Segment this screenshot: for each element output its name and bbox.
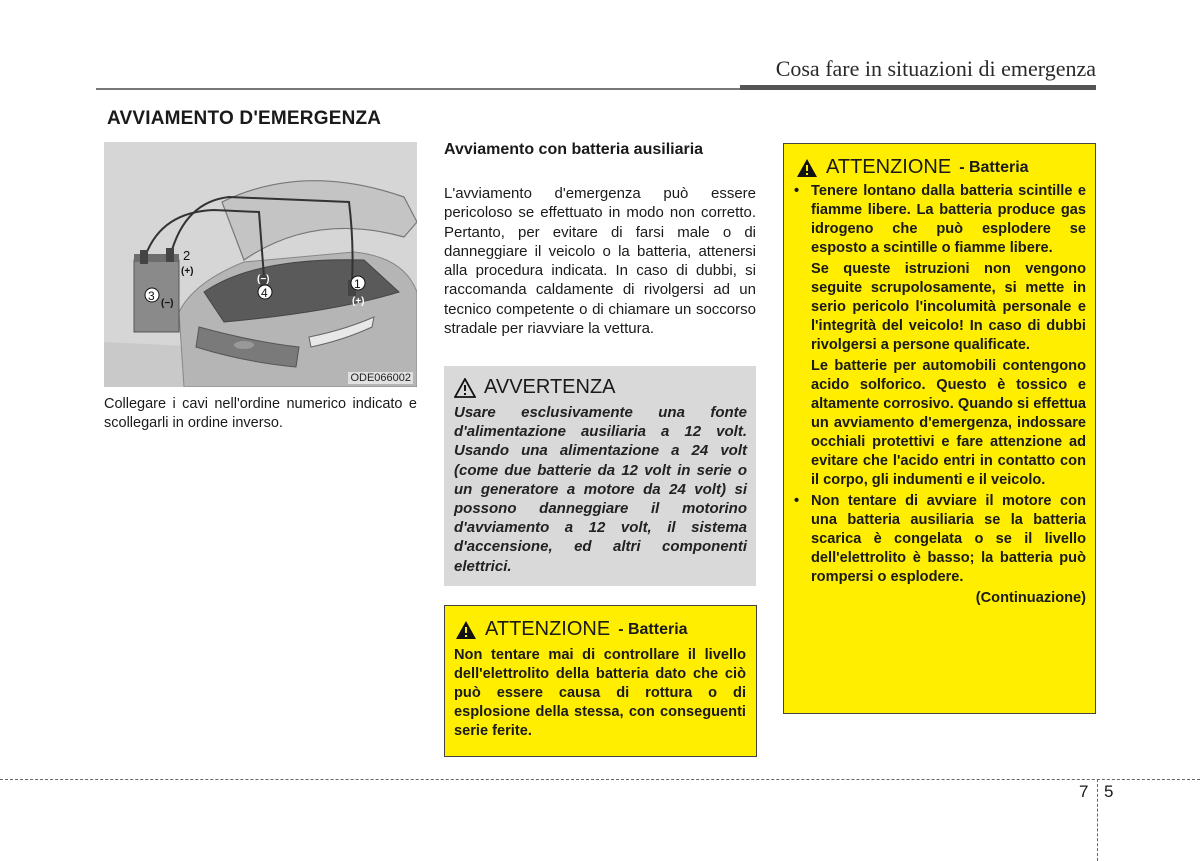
caution-heading <box>455 618 688 641</box>
footer-page-divider <box>1097 779 1098 861</box>
caution-subtitle: - Batteria <box>618 620 688 638</box>
label-minus-car: (−) <box>257 274 270 285</box>
footer-divider <box>0 779 1200 780</box>
caution-heading <box>796 156 1029 179</box>
warning-box <box>444 366 756 586</box>
figure-code: ODE066002 <box>350 372 411 384</box>
caution-title: ATTENZIONE <box>826 156 952 178</box>
caution-title: ATTENZIONE <box>485 618 611 640</box>
label-plus-car: (+) <box>352 296 365 307</box>
list-item <box>793 182 1086 258</box>
page-number: 5 <box>1104 782 1114 801</box>
caution-triangle-icon <box>796 158 818 178</box>
bullet-icon: • <box>794 183 800 199</box>
bullet-paragraph: Se queste istruzioni non vengono seguite scrupolosamente, si mette in serio pericolo l'incolumità personale e l'integrità del veicolo! In caso di dubbi rivolgersi a persone qualificate. <box>811 261 1086 353</box>
body-paragraph: L'avviamento d'emergenza può essere pericoloso se effettuato in modo non corretto. Pertanto, per evitare di farsi male o di danneggiare il veicolo o la batteria, attenersi alla procedura indicata. In caso di dubbi, si raccomanda caldamente di rivolgersi ad un tecnico competente o di chiamare un soccorso stradale per riavviare la vettura. <box>444 185 756 338</box>
caution-subtitle: - Batteria <box>959 158 1029 176</box>
caution-triangle-icon <box>455 620 477 640</box>
caution-box-battery <box>783 143 1096 714</box>
warning-heading <box>454 376 616 399</box>
bullet-text: Tenere lontano dalla batteria scintille e fiamme libere. La batteria produce gas idrogeno che può esplodere se esposto a scintille o fiamme libere. <box>811 183 1086 256</box>
chapter-number: 7 <box>1079 782 1089 801</box>
bullet-text: Non tentare di avviare il motore con una batteria ausiliaria se la batteria scarica è congelata o se il livello dell'elettrolito è basso; la batteria può rompersi o esplodere. <box>811 493 1086 585</box>
caution-text: Non tentare mai di controllare il livello dell'elettrolito della batteria dato che ciò può essere causa di rottura o di esplosione della stessa, con conseguenti serie ferite. <box>454 647 746 739</box>
label-plus-aux: (+) <box>181 266 194 277</box>
car-battery-diagram <box>104 142 417 387</box>
header-rule-accent <box>740 85 1096 90</box>
label-1: 1 <box>354 277 361 291</box>
jump-start-illustration <box>104 142 417 387</box>
bullet-paragraph: Le batterie per automobili contengono acido solforico. Questo è tossico e altamente corrosivo. Quando si effettua un avviamento d'emergenza, indossare occhiali protettivi e fare attenzione ad evitare che l'acido entri in contatto con il corpo, gli indumenti e il veicolo. <box>811 358 1086 488</box>
bullet-icon: • <box>794 493 800 509</box>
label-minus-aux: (−) <box>161 298 174 309</box>
figure-caption: Collegare i cavi nell'ordine numerico indicato e scollegarli in ordine inverso. <box>104 396 417 431</box>
caution-box-electrolyte <box>444 605 757 757</box>
warning-triangle-icon <box>454 378 476 398</box>
list-item <box>793 492 1086 587</box>
warning-title: AVVERTENZA <box>484 376 616 398</box>
caution-list <box>793 182 1086 608</box>
subsection-title: Avviamento con batteria ausiliaria <box>444 141 704 158</box>
chapter-title: Cosa fare in situazioni di emergenza <box>775 56 1096 81</box>
warning-text: Usare esclusivamente una fonte d'alimentazione ausiliaria a 12 volt. Usando una alimentazione a 24 volt (come due batterie da 12 volt in serie o un generatore a motore da 24 volt) si possono danneggiare il motorino d'avviamento a 12 volt, il sistema d'accensione, ed altri componenti elettrici. <box>454 404 747 575</box>
label-4: 4 <box>261 286 268 300</box>
continued-label: (Continuazione) <box>975 590 1086 606</box>
label-3: 3 <box>148 289 155 303</box>
section-title: AVVIAMENTO D'EMERGENZA <box>107 108 382 129</box>
label-2: 2 <box>183 248 191 263</box>
